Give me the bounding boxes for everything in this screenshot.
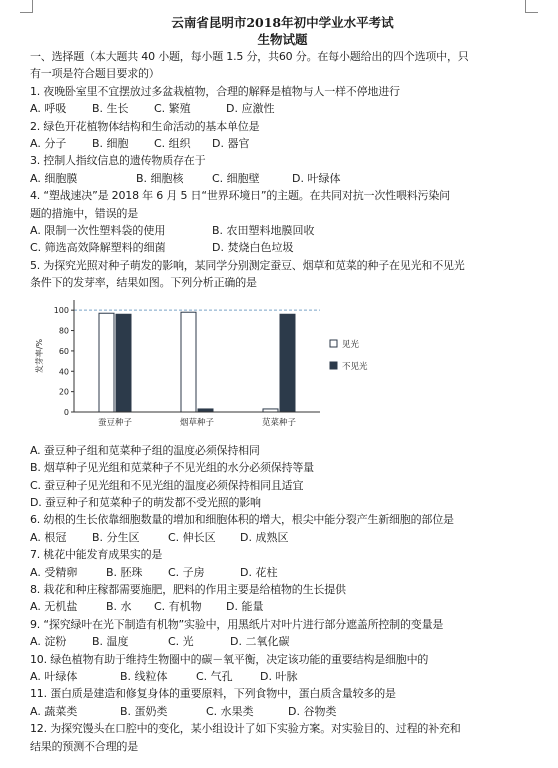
bar-light-1 xyxy=(181,312,196,412)
question-11-options xyxy=(30,703,535,720)
option-c: C. 组织 xyxy=(154,137,191,151)
option-c: C. 细胞壁 xyxy=(212,171,260,185)
bars xyxy=(99,312,295,412)
question-3-options xyxy=(30,170,535,187)
legend xyxy=(330,339,368,372)
question-2-stem: 2. 绿色开花植物体结构和生命活动的基本单位是 xyxy=(30,119,260,133)
question-7-options xyxy=(30,564,535,581)
y-ticks xyxy=(54,306,74,417)
crop-mark-top-right xyxy=(525,0,538,13)
question-4-stem-cont: 题的措施中，错误的是 xyxy=(30,206,138,220)
question-6-stem: 6. 幼根的生长依靠细胞数量的增加和细胞体积的增大，根尖中能分裂产生新细胞的部位是 xyxy=(30,513,454,527)
legend-swatch xyxy=(330,340,337,347)
question-5-stem-cont: 条件下的发芽率，结果如图。下列分析正确的是 xyxy=(30,276,257,290)
question-1-options xyxy=(30,100,535,117)
option-d: D. 器官 xyxy=(212,137,250,151)
question-12-stem: 12. 为探究馒头在口腔中的变化，某小组设计了如下实验方案。对实验目的、过程的补充和 xyxy=(30,722,461,736)
option-c: C. 筛选高效降解塑料的细菌 xyxy=(30,241,166,255)
y-tick-label: 80 xyxy=(58,326,69,336)
question-4-options-row2 xyxy=(30,239,535,256)
option-b: B. 蛋奶类 xyxy=(120,704,168,718)
option-d: D. 花柱 xyxy=(240,565,278,579)
option-a: A. 蔬菜类 xyxy=(30,704,78,718)
option-c: C. 水果类 xyxy=(206,704,254,718)
question-10-options xyxy=(30,668,535,685)
option-d: D. 能量 xyxy=(226,600,264,614)
bar-light-0 xyxy=(99,313,114,412)
question-8-stem: 8. 栽花和种庄稼都需要施肥，肥料的作用主要是给植物的生长提供 xyxy=(30,582,346,596)
question-5-option-a: A. 蚕豆种子组和苋菜种子组的温度必须保持相同 xyxy=(30,443,260,457)
option-a: A. 淀粉 xyxy=(30,635,67,649)
question-12-stem-cont: 结果的预测不合理的是 xyxy=(30,739,138,753)
option-d: D. 谷物类 xyxy=(288,704,337,718)
option-c: C. 伸长区 xyxy=(168,530,216,544)
question-4-options-row1 xyxy=(30,222,535,239)
exam-subtitle: 生物试题 xyxy=(257,32,308,47)
option-d: D. 二氧化碳 xyxy=(230,635,290,649)
y-tick-label: 20 xyxy=(58,387,69,397)
exam-title: 云南省昆明市2018年初中学业水平考试 xyxy=(171,15,394,30)
question-5-stem: 5. 为探究光照对种子萌发的影响，某同学分别测定蚕豆、烟草和苋菜的种子在见光和不见光 xyxy=(30,258,465,272)
option-c: C. 子房 xyxy=(168,565,205,579)
option-a: A. 分子 xyxy=(30,137,67,151)
y-tick-label: 100 xyxy=(53,305,69,315)
bar-dark-2 xyxy=(280,314,295,412)
question-9-options xyxy=(30,633,535,650)
legend-label: 见光 xyxy=(342,339,360,350)
option-b: B. 细胞核 xyxy=(136,171,184,185)
question-8-options xyxy=(30,598,535,615)
option-c: C. 气孔 xyxy=(196,669,233,683)
option-a: A. 受精卵 xyxy=(30,565,78,579)
exam-page xyxy=(30,14,535,755)
section-heading-cont: 有一项是符合题目要求的） xyxy=(30,67,160,81)
legend-label: 不见光 xyxy=(342,361,368,372)
option-b: B. 线粒体 xyxy=(120,669,168,683)
y-tick-label: 0 xyxy=(63,407,69,417)
option-a: A. 细胞膜 xyxy=(30,171,78,185)
x-tick-labels xyxy=(98,417,297,428)
crop-mark-top-left xyxy=(20,0,33,13)
option-a: A. 叶绿体 xyxy=(30,669,78,683)
option-c: C. 光 xyxy=(168,635,194,649)
option-d: D. 成熟区 xyxy=(240,530,289,544)
question-11-stem: 11. 蛋白质是建造和修复身体的重要原料，下列食物中，蛋白质含量较多的是 xyxy=(30,687,396,701)
option-b: B. 生长 xyxy=(92,102,129,116)
question-2-options xyxy=(30,135,535,152)
option-c: C. 繁殖 xyxy=(154,102,191,116)
option-d: D. 叶绿体 xyxy=(292,171,341,185)
question-6-options xyxy=(30,529,535,546)
legend-swatch xyxy=(330,362,337,369)
bar-chart-svg xyxy=(30,294,370,440)
option-a: A. 限制一次性塑料袋的使用 xyxy=(30,224,166,238)
question-1-stem: 1. 夜晚卧室里不宜摆放过多盆栽植物，合理的解释是植物与人一样不停地进行 xyxy=(30,84,400,98)
x-tick-label: 苋菜种子 xyxy=(261,417,297,428)
option-d: D. 应激性 xyxy=(226,102,275,116)
y-tick-label: 40 xyxy=(58,366,69,376)
option-b: B. 胚珠 xyxy=(106,565,143,579)
option-a: A. 无机盐 xyxy=(30,600,78,614)
option-b: B. 分生区 xyxy=(92,530,140,544)
question-5-option-d: D. 蚕豆种子和苋菜种子的萌发都不受光照的影响 xyxy=(30,495,261,509)
option-b: B. 细胞 xyxy=(92,137,129,151)
option-b: B. 温度 xyxy=(92,635,129,649)
question-5-option-c: C. 蚕豆种子见光组和不见光组的温度必须保持相同且适宜 xyxy=(30,478,304,492)
question-5-option-b: B. 烟草种子见光组和苋菜种子不见光组的水分必须保持等量 xyxy=(30,461,314,475)
y-tick-label: 60 xyxy=(58,346,69,356)
option-d: D. 叶脉 xyxy=(260,669,298,683)
option-b: B. 农田塑料地膜回收 xyxy=(212,224,315,238)
option-a: A. 根冠 xyxy=(30,530,67,544)
question-10-stem: 10. 绿色植物有助于维持生物圈中的碳－氧平衡，决定该功能的重要结构是细胞中的 xyxy=(30,652,429,666)
x-tick-label: 烟草种子 xyxy=(179,417,215,428)
bar-dark-0 xyxy=(116,314,131,412)
section-heading: 一、选择题（本大题共 40 小题，每小题 1.5 分，共60 分。在每小题给出的四个选项中，只 xyxy=(30,50,469,63)
option-b: B. 水 xyxy=(106,600,132,614)
y-axis-label: 发芽率/% xyxy=(35,338,44,373)
question-4-stem: 4. “塑战速决”是 2018 年 6 月 5 日“世界环境日”的主题。在共同对抗一次性喂料污染问 xyxy=(30,189,450,203)
x-tick-label: 蚕豆种子 xyxy=(97,417,133,428)
question-7-stem: 7. 桃花中能发育成果实的是 xyxy=(30,548,163,562)
germination-chart xyxy=(30,294,370,440)
option-c: C. 有机物 xyxy=(154,600,202,614)
question-3-stem: 3. 控制人指纹信息的遗传物质存在于 xyxy=(30,154,206,168)
option-d: D. 焚烧白色垃圾 xyxy=(212,241,294,255)
option-a: A. 呼吸 xyxy=(30,102,67,116)
question-9-stem: 9. “探究绿叶在光下制造有机物”实验中，用黑纸片对叶片进行部分遮盖所控制的变量是 xyxy=(30,617,444,631)
